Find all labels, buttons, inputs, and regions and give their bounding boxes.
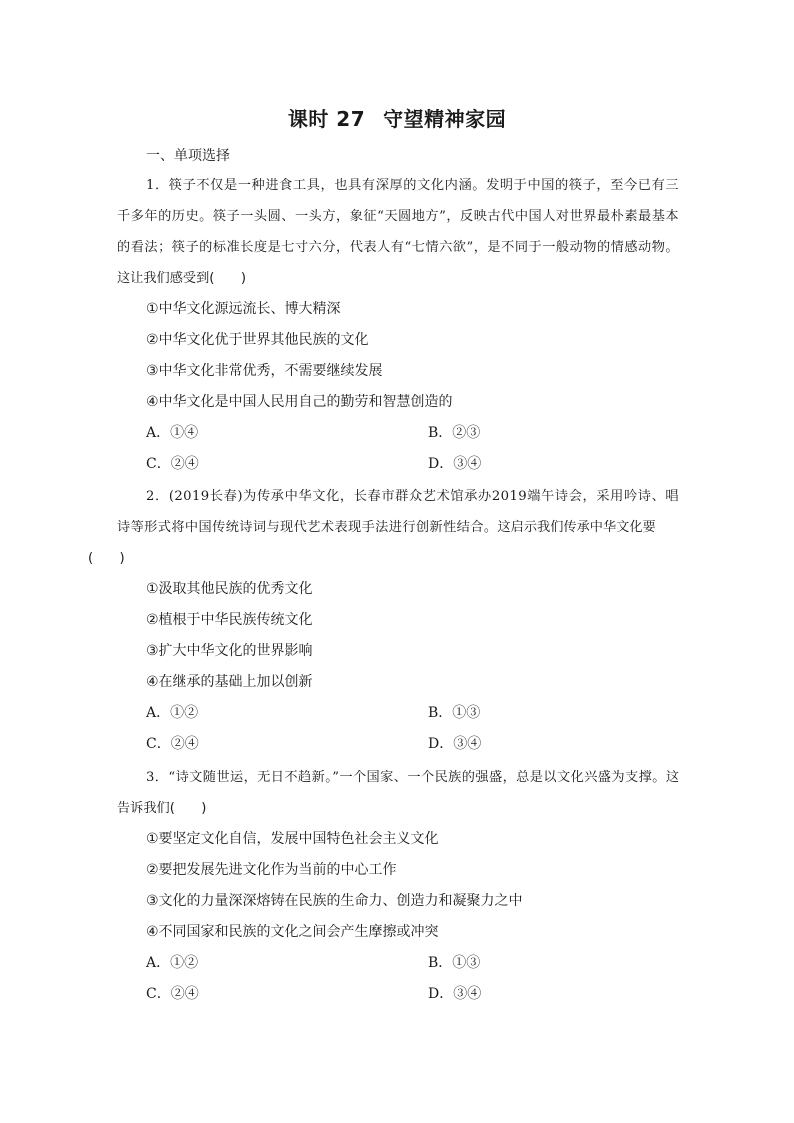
choice-b[interactable]: B．①③ [428,705,481,721]
choice-a[interactable]: A．①② [146,955,199,971]
choice-c[interactable]: C．②④ [146,986,199,1002]
choice-c[interactable]: C．②④ [146,736,199,752]
stem-text: 3．“诗文随世运，无日不趋新。”一个国家、一个民族的强盛，总是以文化兴盛为支撑。 [146,770,666,785]
answer-choices [117,948,679,1010]
question-stem [117,762,679,824]
statement-option: ③扩大中华文化的世界影响 [146,643,313,659]
statement-option: ④不同国家和民族的文化之间会产生摩擦或冲突 [146,924,439,940]
answer-choices [117,698,679,760]
stem-text: 2．(2019长春)为传承中华文化，长春市群众艺术馆承办2019端午诗会，采用吟诗、唱诗等形式将中国传统诗词与现代艺术表现手法进行创新性结合。 [117,489,679,535]
statement-option: ②要把发展先进文化作为当前的中心工作 [146,862,397,878]
question-3 [117,762,679,1010]
choice-b[interactable]: B．②③ [428,425,481,441]
choice-d[interactable]: D．③④ [428,986,482,1002]
question-stem [117,170,679,294]
choice-b[interactable]: B．①③ [428,955,481,971]
stem-prompt: 这告诉我们( ) [117,770,679,816]
question-stem [88,481,679,574]
question-2 [88,481,679,760]
lesson-topic: 守望精神家园 [383,107,507,131]
statement-option: ②植根于中华民族传统文化 [146,612,313,628]
statement-option: ③文化的力量深深熔铸在民族的生命力、创造力和凝聚力之中 [146,893,523,909]
section-heading: 一、单项选择 [146,148,230,164]
statement-option: ④中华文化是中国人民用自己的勤劳和智慧创造的 [146,394,453,410]
answer-blank: ( ) [88,551,125,566]
statement-option: ①中华文化源远流长、博大精深 [146,301,341,317]
statement-option: ②中华文化优于世界其他民族的文化 [146,332,369,348]
stem-prompt: 这让我们感受到( ) [117,271,246,286]
lesson-number: 课时 27 [287,107,366,131]
choice-d[interactable]: D．③④ [428,736,482,752]
page-title [0,103,794,132]
statement-option: ①汲取其他民族的优秀文化 [146,581,313,597]
statement-option: ④在继承的基础上加以创新 [146,674,313,690]
question-1 [117,170,679,480]
choice-a[interactable]: A．①② [146,705,199,721]
statement-option: ③中华文化非常优秀，不需要继续发展 [146,363,383,379]
choice-d[interactable]: D．③④ [428,456,482,472]
stem-prompt: 这启示我们传承中华文化要 [497,520,656,535]
choice-a[interactable]: A．①④ [146,425,199,441]
answer-choices [117,418,679,480]
choice-c[interactable]: C．②④ [146,456,199,472]
stem-text: 1．筷子不仅是一种进食工具，也具有深厚的文化内涵。发明于中国的筷子，至今已有三千多年的历史。筷子一头圆、一头方，象征“天圆地方”，反映古代中国人对世界最朴素最基本的看法；筷子的标准长度是七寸六分，代表人有“七情六欲”，是不同于一般动物的情感动物。 [117,178,679,255]
statement-option: ①要坚定文化自信，发展中国特色社会主义文化 [146,831,439,847]
